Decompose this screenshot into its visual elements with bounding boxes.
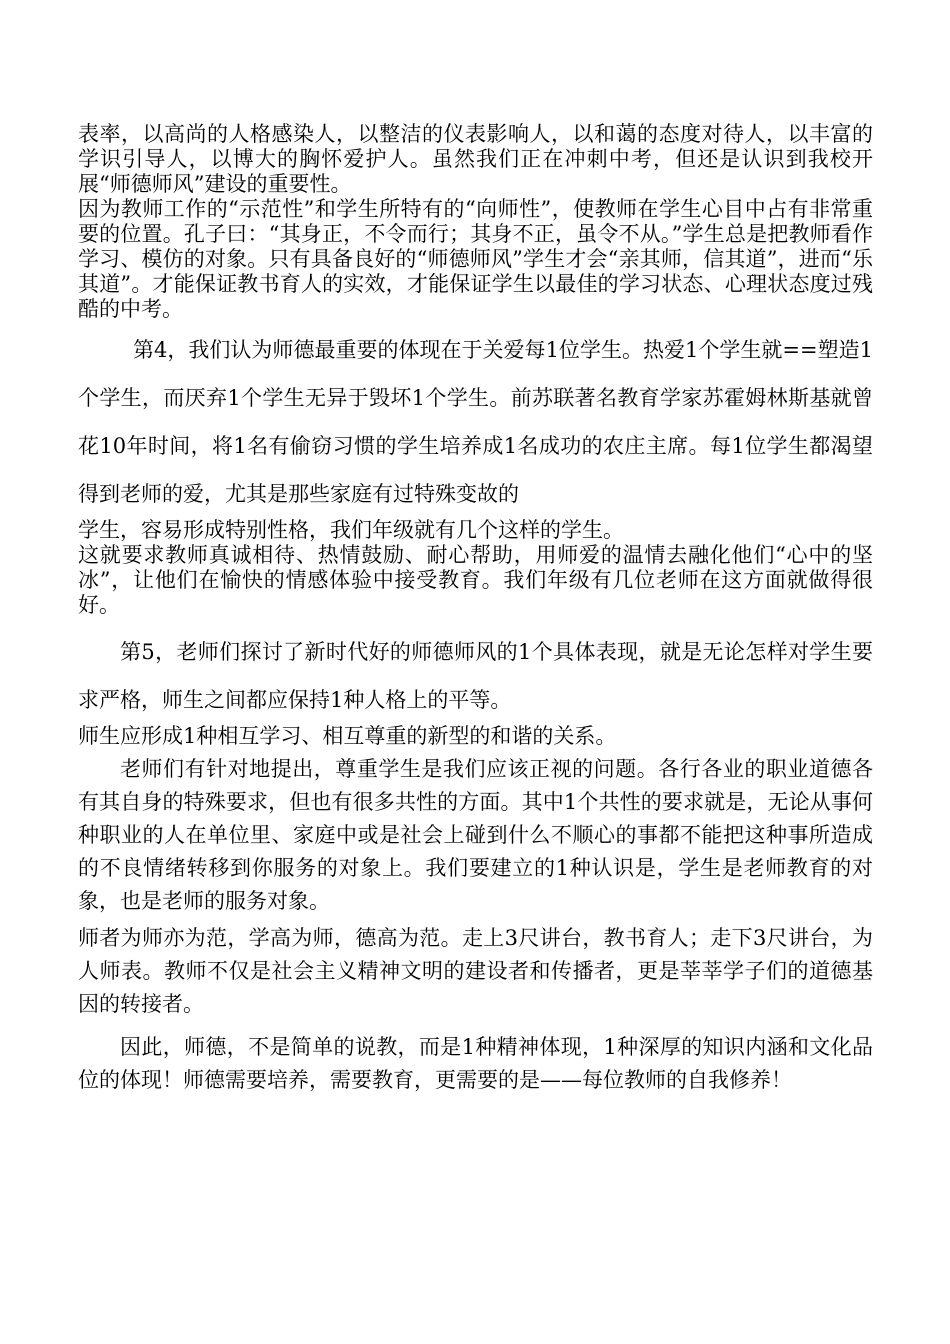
paragraph-6: 老师们有针对地提出，尊重学生是我们应该正视的问题。各行各业的职业道德各有其自身的特殊要求，但也有很多共性的方面。其中1个共性的要求就是，无论从事何种职业的人在单位里、家庭中或是社会上碰到什么不顺心的事都不能把这种事所造成的不良情绪转移到你服务的对象上。我们要建立的1种认识是，学生是老师教育的对象，也是老师的服务对象。	[78, 757, 873, 913]
paragraph-8: 因此，师德，不是简单的说教，而是1种精神体现，1种深厚的知识内涵和文化品位的体现！师德需要培养，需要教育，更需要的是——每位教师的自我修养！	[78, 1035, 873, 1092]
paragraph-2: 因为教师工作的“示范性”和学生所特有的“向师性”，使教师在学生心目中占有非常重要的位置。孔子曰：“其身正，不令而行；其身不正，虽令不从。”学生总是把教师看作学习、模仿的对象。只有具备良好的“师德师风”学生才会“亲其师，信其道”，进而“乐其道”。才能保证教书育人的实效，才能保证学生以最佳的学习状态、心理状态度过残酷的中考。	[78, 197, 873, 321]
paragraph-7: 师者为师亦为范，学高为师，德高为范。走上3尺讲台，教书育人；走下3尺讲台，为人师表。教师不仅是社会主义精神文明的建设者和传播者，更是莘莘学子们的道德基因的转接者。	[78, 926, 873, 1016]
paragraph-4: 这就要求教师真诚相待、热情鼓励、耐心帮助，用师爱的温情去融化他们“心中的坚冰”，让他们在愉快的情感体验中接受教育。我们年级有几位老师在这方面就做得很好。	[78, 543, 873, 617]
document-body	[78, 122, 873, 1097]
paragraph-1: 表率，以高尚的人格感染人，以整洁的仪表影响人，以和蔼的态度对待人，以丰富的学识引导人，以博大的胸怀爱护人。虽然我们正在冲刺中考，但还是认识到我校开展“师德师风”建设的重要性。	[78, 122, 873, 196]
paragraph-3: 第4，我们认为师德最重要的体现在于关爱每1位学生。热爱1个学生就==塑造1个学生，而厌弃1个学生无异于毁坏1个学生。前苏联著名教育学家苏霍姆林斯基就曾花10年时间，将1名有偷窃习惯的学生培养成1名成功的农庄主席。每1位学生都渴望得到老师的爱，尤其是那些家庭有过特殊变故的	[78, 338, 873, 506]
paragraph-5-continued: 师生应形成1种相互学习、相互尊重的新型的和谐的关系。	[78, 724, 617, 748]
paragraph-3-continued: 学生，容易形成特别性格，我们年级就有几个这样的学生。	[78, 518, 624, 542]
paragraph-5: 第5，老师们探讨了新时代好的师德师风的1个具体表现，就是无论怎样对学生要求严格，师生之间都应保持1种人格上的平等。	[78, 640, 873, 712]
